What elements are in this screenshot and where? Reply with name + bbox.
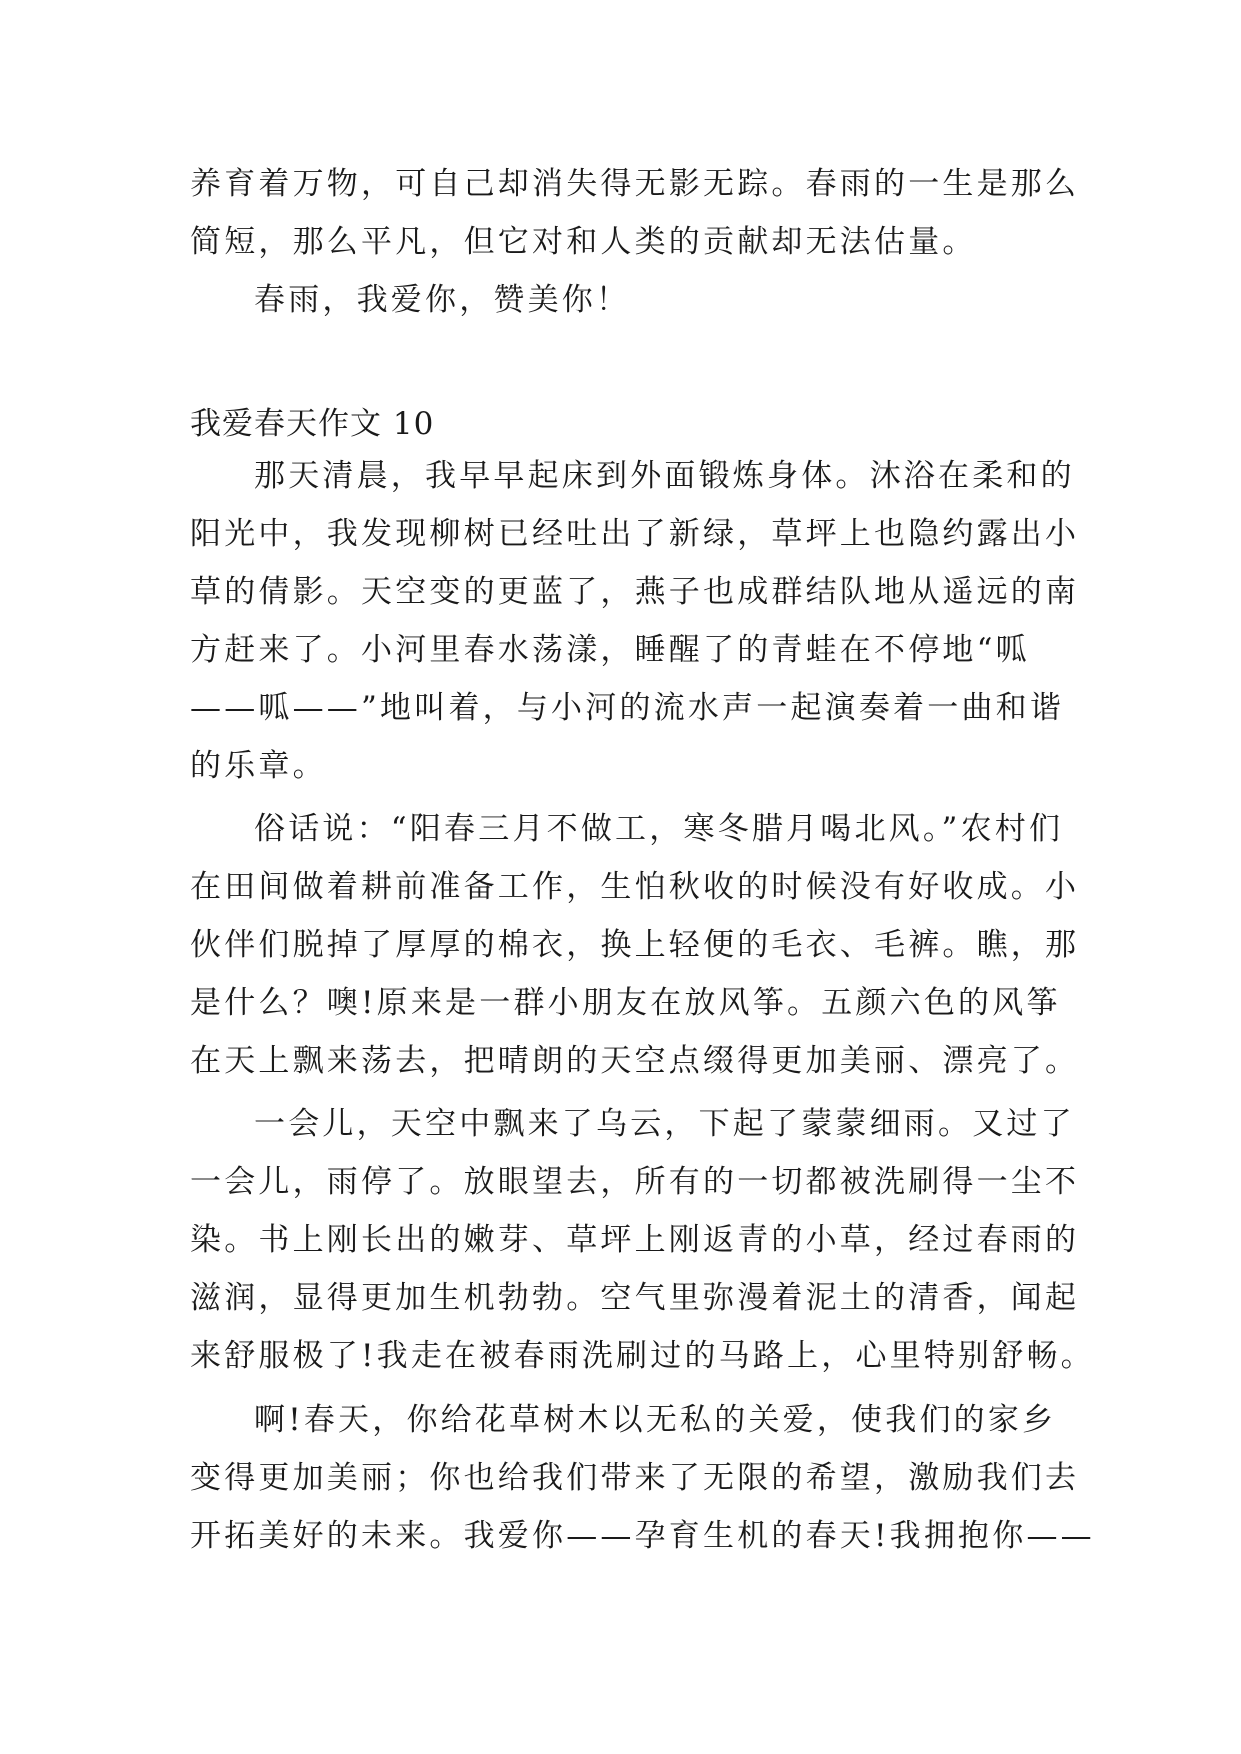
section-title: 我爱春天作文 10 (190, 406, 435, 442)
closing-line: 春雨，我爱你，赞美你！ (254, 282, 631, 318)
text-line: 草的倩影。天空变的更蓝了，燕子也成群结队地从遥远的南 (190, 574, 1080, 610)
text-line: 变得更加美丽；你也给我们带来了无限的希望，激励我们去 (190, 1460, 1080, 1496)
text-line: 染。书上刚长出的嫩芽、草坪上刚返青的小草，经过春雨的 (190, 1222, 1080, 1258)
text-line: 啊!春天，你给花草树木以无私的关爱，使我们的家乡 (254, 1402, 1057, 1438)
text-line: 来舒服极了!我走在被春雨洗刷过的马路上，心里特别舒畅。 (190, 1338, 1095, 1374)
text-line: 开拓美好的未来。我爱你——孕育生机的春天!我拥抱你—— (190, 1518, 1095, 1554)
text-line: 伙伴们脱掉了厚厚的棉衣，换上轻便的毛衣、毛裤。瞧，那 (190, 927, 1080, 963)
text-line: 俗话说：“阳春三月不做工，寒冬腊月喝北风。”农村们 (254, 811, 1064, 847)
text-line: 一会儿，雨停了。放眼望去，所有的一切都被洗刷得一尘不 (190, 1164, 1080, 1200)
text-line: 方赶来了。小河里春水荡漾，睡醒了的青蛙在不停地“呱 (190, 632, 1030, 668)
text-line: 是什么？噢!原来是一群小朋友在放风筝。五颜六色的风筝 (190, 985, 1061, 1021)
text-line: 一会儿，天空中飘来了乌云，下起了蒙蒙细雨。又过了 (254, 1106, 1075, 1142)
text-line: 那天清晨，我早早起床到外面锻炼身体。沐浴在柔和的 (254, 458, 1075, 494)
text-line: 养育着万物，可自己却消失得无影无踪。春雨的一生是那么 (190, 166, 1080, 202)
text-line: ——呱——”地叫着，与小河的流水声一起演奏着一曲和谐 (190, 690, 1065, 726)
text-line: 阳光中，我发现柳树已经吐出了新绿，草坪上也隐约露出小 (190, 516, 1080, 552)
text-line: 的乐章。 (190, 748, 327, 784)
text-line: 在田间做着耕前准备工作，生怕秋收的时候没有好收成。小 (190, 869, 1080, 905)
text-line: 简短，那么平凡，但它对和人类的贡献却无法估量。 (190, 224, 977, 260)
text-line: 在天上飘来荡去，把晴朗的天空点缀得更加美丽、漂亮了。 (190, 1043, 1080, 1079)
text-line: 滋润，显得更加生机勃勃。空气里弥漫着泥土的清香，闻起 (190, 1280, 1080, 1316)
